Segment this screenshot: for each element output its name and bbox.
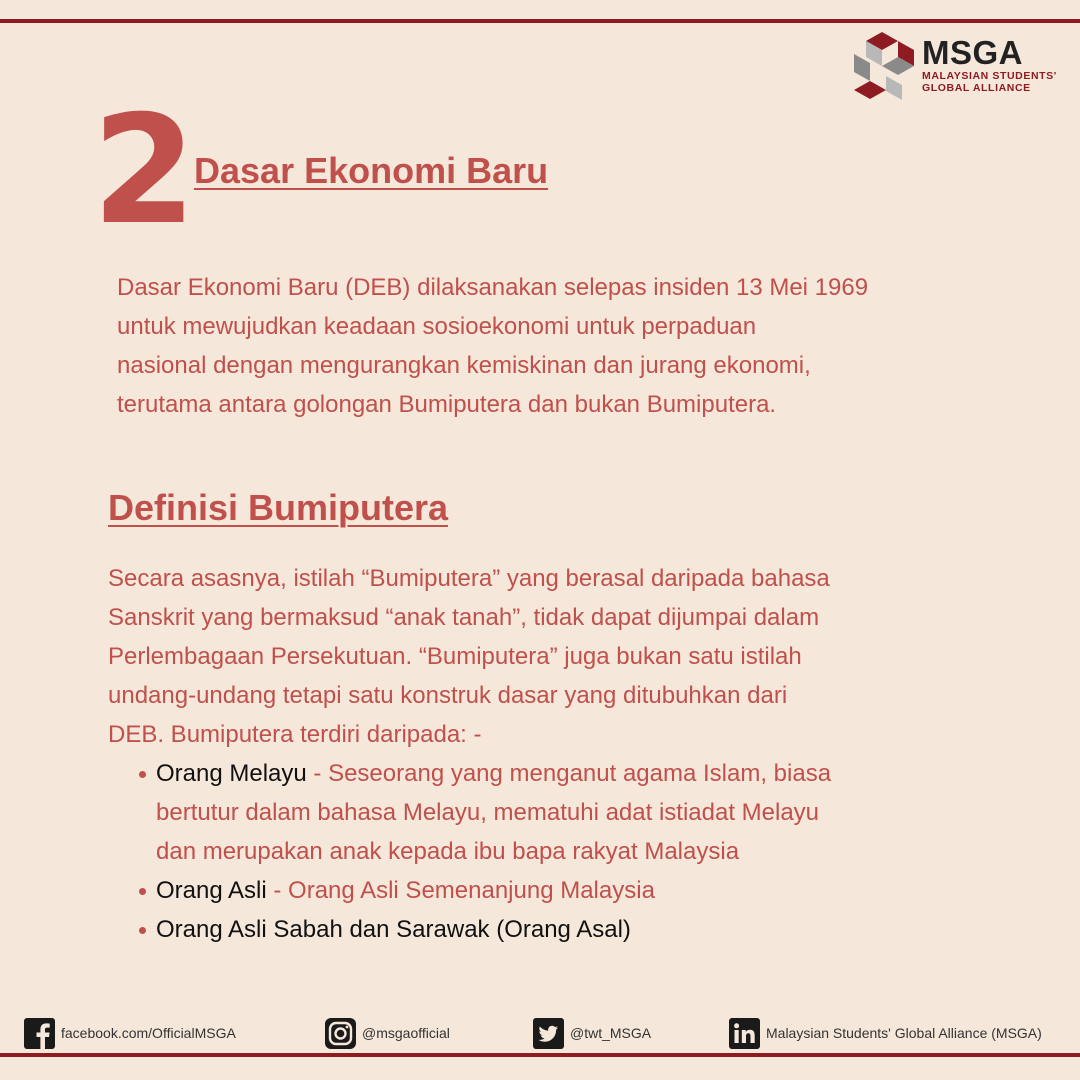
logo-subtitle-line2: GLOBAL ALLIANCE <box>922 82 1031 94</box>
bumiputera-list <box>108 754 1008 949</box>
msga-logo <box>852 32 1057 102</box>
bullet-dot-icon <box>139 771 146 778</box>
intro-paragraph <box>117 268 997 424</box>
list-item <box>108 754 1008 871</box>
definition-line: undang-undang tetapi satu konstruk dasar yang ditubuhkan dari <box>108 682 788 709</box>
definition-line: Secara asasnya, istilah “Bumiputera” yang berasal daripada bahasa <box>108 565 830 592</box>
definition-title: Definisi Bumiputera <box>108 487 449 528</box>
linkedin-label: Malaysian Students' Global Alliance (MSGA) <box>766 1025 1042 1041</box>
social-footer <box>0 1016 1080 1050</box>
bullet-term: Orang Melayu <box>156 760 307 787</box>
msga-logo-mark-icon <box>852 32 916 100</box>
intro-line: terutama antara golongan Bumiputera dan bukan Bumiputera. <box>117 391 777 418</box>
definition-paragraph <box>108 559 1008 949</box>
definition-line: Sanskrit yang bermaksud “anak tanah”, tidak dapat dijumpai dalam <box>108 604 820 631</box>
definition-line: Perlembagaan Persekutuan. “Bumiputera” juga bukan satu istilah <box>108 643 802 670</box>
bullet-term: Orang Asli Sabah dan Sarawak (Orang Asal) <box>156 916 631 943</box>
intro-line: Dasar Ekonomi Baru (DEB) dilaksanakan selepas insiden 13 Mei 1969 <box>117 274 869 301</box>
bullet-dot-icon <box>139 927 146 934</box>
instagram-link[interactable] <box>325 1016 450 1050</box>
bullet-description: bertutur dalam bahasa Melayu, mematuhi adat istiadat Melayu <box>156 799 820 826</box>
top-rule <box>0 19 1080 23</box>
twitter-label: @twt_MSGA <box>570 1025 652 1041</box>
bullet-description: dan merupakan anak kepada ibu bapa rakyat Malaysia <box>156 838 740 865</box>
facebook-icon <box>24 1018 55 1049</box>
section-title: Dasar Ekonomi Baru <box>194 150 549 191</box>
list-item <box>108 871 1008 910</box>
list-item <box>108 910 1008 949</box>
facebook-link[interactable] <box>24 1016 236 1050</box>
bullet-description: - Orang Asli Semenanjung Malaysia <box>266 877 655 904</box>
twitter-icon <box>533 1018 564 1049</box>
logo-name: MSGA <box>922 34 1023 71</box>
linkedin-link[interactable] <box>729 1016 1042 1050</box>
bullet-dot-icon <box>139 888 146 895</box>
linkedin-icon <box>729 1018 760 1049</box>
definition-line: DEB. Bumiputera terdiri daripada: - <box>108 721 482 748</box>
bullet-description: - Seseorang yang menganut agama Islam, biasa <box>306 760 832 787</box>
facebook-label: facebook.com/OfficialMSGA <box>61 1025 236 1041</box>
instagram-label: @msgaofficial <box>362 1025 450 1041</box>
logo-subtitle-line1: MALAYSIAN STUDENTS' <box>922 70 1057 82</box>
instagram-icon <box>325 1018 356 1049</box>
intro-line: nasional dengan mengurangkan kemiskinan dan jurang ekonomi, <box>117 352 811 379</box>
intro-line: untuk mewujudkan keadaan sosioekonomi untuk perpaduan <box>117 313 757 340</box>
twitter-link[interactable] <box>533 1016 651 1050</box>
bottom-rule <box>0 1053 1080 1057</box>
bullet-term: Orang Asli <box>156 877 267 904</box>
section-number: 2 <box>92 84 197 258</box>
